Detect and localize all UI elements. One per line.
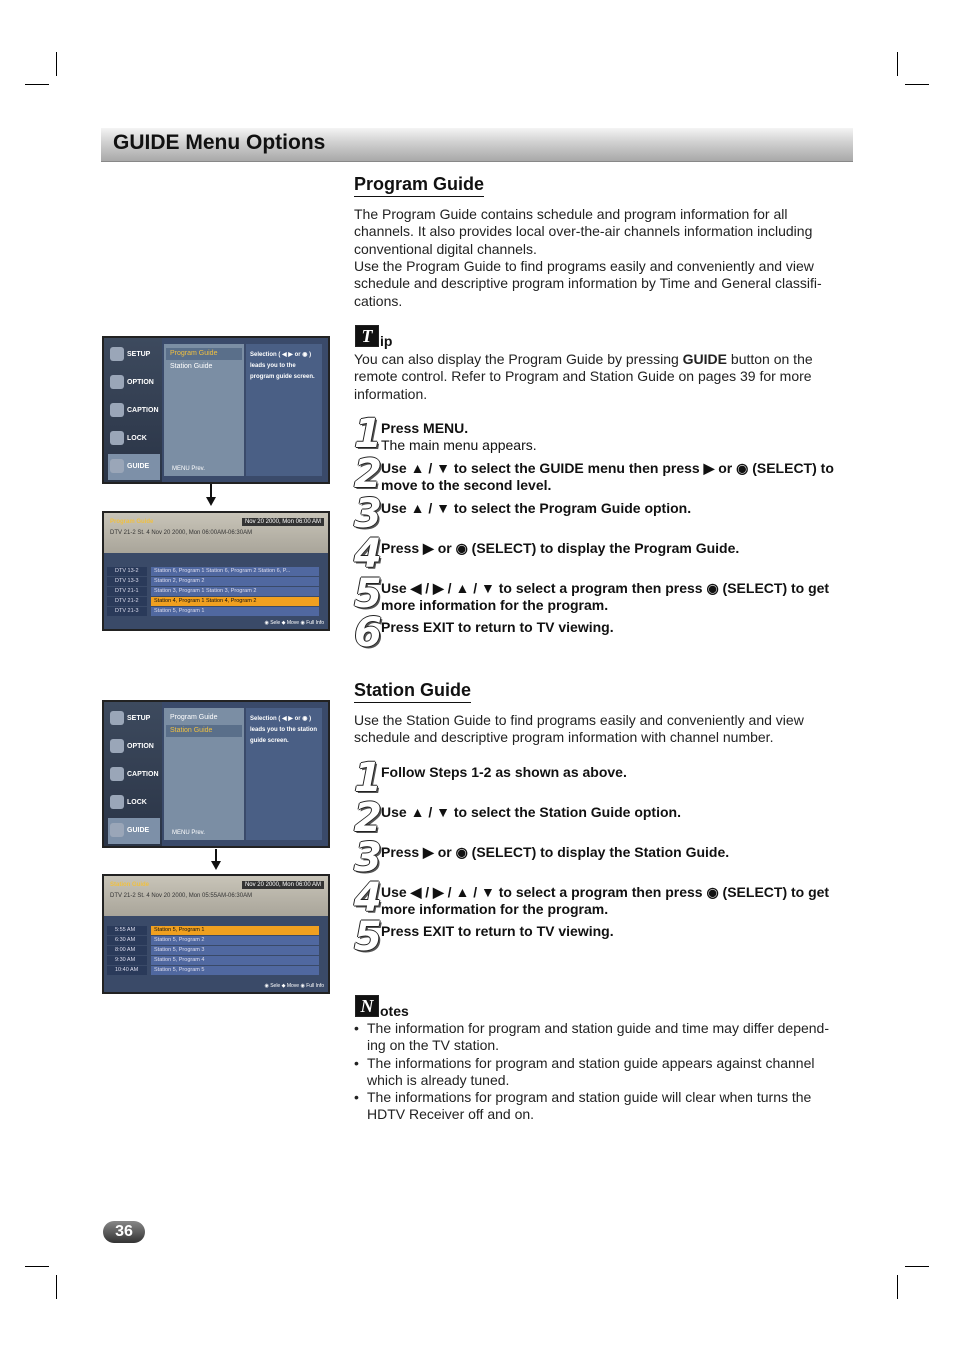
menu-description: Selection ( ◀ ▶ or ◉ ) leads you to the program guide screen. xyxy=(250,352,315,380)
arrow-line xyxy=(210,484,212,498)
note-item: • The information for program and station guide and time may differ depend- ing on the TV station. xyxy=(354,1020,851,1055)
setup-icon xyxy=(110,711,124,725)
table-row: DTV 21-2 Station 4, Program 1 Station 4, Program 2 xyxy=(107,597,325,606)
menu-item-guide: GUIDE xyxy=(108,818,160,844)
option-program-guide: Program Guide xyxy=(166,348,242,360)
table-row: DTV 21-3 Station 5, Program 1 xyxy=(107,607,325,616)
menu-item-setup: SETUP xyxy=(108,706,160,732)
tip-text: You can also display the Program Guide by pressing GUIDE button on the remote control. Refer to Program and Station Guide on pages 39 for more information. xyxy=(354,351,813,402)
caption-icon xyxy=(110,403,124,417)
menu-item-lock: LOCK xyxy=(108,426,160,452)
crop-mark xyxy=(897,1275,898,1299)
crop-mark xyxy=(905,1266,929,1267)
arrow-down-icon xyxy=(206,497,216,506)
notes-label: otes xyxy=(380,1003,409,1019)
menu-prev: MENU Prev. xyxy=(172,466,205,472)
menu-item-lock: LOCK xyxy=(108,790,160,816)
option-icon xyxy=(110,375,124,389)
crop-mark xyxy=(56,52,57,76)
menu-item-caption: CAPTION xyxy=(108,762,160,788)
table-row: 5:55 AM Station 5, Program 1 xyxy=(107,926,325,935)
table-row: 6:30 AM Station 5, Program 2 xyxy=(107,936,325,945)
notes-icon: N xyxy=(355,995,379,1017)
menu-description: Selection ( ◀ ▶ or ◉ ) leads you to the station guide screen. xyxy=(250,716,318,744)
tip-icon: T xyxy=(355,325,379,347)
menu-item-guide: GUIDE xyxy=(108,454,160,480)
table-row: 10:40 AM Station 5, Program 5 xyxy=(107,966,325,975)
menu-item-option: OPTION xyxy=(108,370,160,396)
guide-subtitle: DTV 21-2 St. 4 Nov 20 2000, Mon 05:55AM-06:30AM xyxy=(110,893,253,899)
lock-icon xyxy=(110,431,124,445)
page-title: GUIDE Menu Options xyxy=(113,131,326,154)
crop-mark xyxy=(897,52,898,76)
table-row: DTV 13-2 Station 6, Program 1 Station 6, Program 2 Station 6, P... xyxy=(107,567,325,576)
guide-icon xyxy=(110,823,124,837)
table-row: 8:00 AM Station 5, Program 3 xyxy=(107,946,325,955)
option-program-guide: Program Guide xyxy=(170,714,218,721)
table-row: DTV 21-1 Station 3, Program 1 Station 3, Program 2 xyxy=(107,587,325,596)
setup-icon xyxy=(110,347,124,361)
station-guide-heading: Station Guide xyxy=(354,680,471,703)
arrow-down-icon xyxy=(211,861,221,870)
table-row: 9:30 AM Station 5, Program 4 xyxy=(107,956,325,965)
guide-date: Nov 20 2000, Mon 06:00 AM xyxy=(242,518,324,526)
program-guide-intro-2: Use the Program Guide to find programs easily and conveniently and view schedule and descriptive program information by Time and General classifi- cations. xyxy=(354,258,822,309)
guide-title: Program Guide xyxy=(110,519,154,525)
guide-footer: ◉ Sele ◆ Move ◉ Full Info xyxy=(264,620,324,626)
menu-screen-station-guide xyxy=(102,700,330,848)
program-guide-intro-1: The Program Guide contains schedule and program information for all channels. It also provides local over-the-air channels information including conventional digital channels. xyxy=(354,206,813,257)
guide-icon xyxy=(110,459,124,473)
note-item: • The informations for program and station guide will clear when turns the HDTV Receiver off and on. xyxy=(354,1089,851,1124)
crop-mark xyxy=(25,84,49,85)
crop-mark xyxy=(56,1275,57,1299)
note-item: • The informations for program and station guide appears against channel which is already tuned. xyxy=(354,1055,851,1090)
menu-item-option: OPTION xyxy=(108,734,160,760)
program-guide-heading: Program Guide xyxy=(354,174,484,197)
guide-subtitle: DTV 21-2 St. 4 Nov 20 2000, Mon 06:00AM-06:30AM xyxy=(110,530,253,536)
menu-prev: MENU Prev. xyxy=(172,830,205,836)
station-guide-screen xyxy=(102,874,330,994)
menu-screen-program-guide xyxy=(102,336,330,484)
lock-icon xyxy=(110,795,124,809)
crop-mark xyxy=(25,1266,49,1267)
title-bar xyxy=(101,128,853,162)
program-guide-screen xyxy=(102,511,330,631)
menu-item-caption: CAPTION xyxy=(108,398,160,424)
guide-title: Station Guide xyxy=(110,882,149,888)
crop-mark xyxy=(905,84,929,85)
tip-label: ip xyxy=(380,333,393,349)
guide-footer: ◉ Sele ◆ Move ◉ Full Info xyxy=(264,983,324,989)
notes-list xyxy=(354,1020,851,1124)
caption-icon xyxy=(110,767,124,781)
menu-item-setup: SETUP xyxy=(108,342,160,368)
page-number: 36 xyxy=(103,1221,145,1243)
table-row: DTV 13-3 Station 2, Program 2 xyxy=(107,577,325,586)
option-station-guide: Station Guide xyxy=(166,725,242,737)
station-guide-intro: Use the Station Guide to find programs easily and conveniently and view schedule and descriptive program information with channel number. xyxy=(354,712,804,746)
guide-date: Nov 20 2000, Mon 06:00 AM xyxy=(242,881,324,889)
option-station-guide: Station Guide xyxy=(170,363,213,370)
option-icon xyxy=(110,739,124,753)
